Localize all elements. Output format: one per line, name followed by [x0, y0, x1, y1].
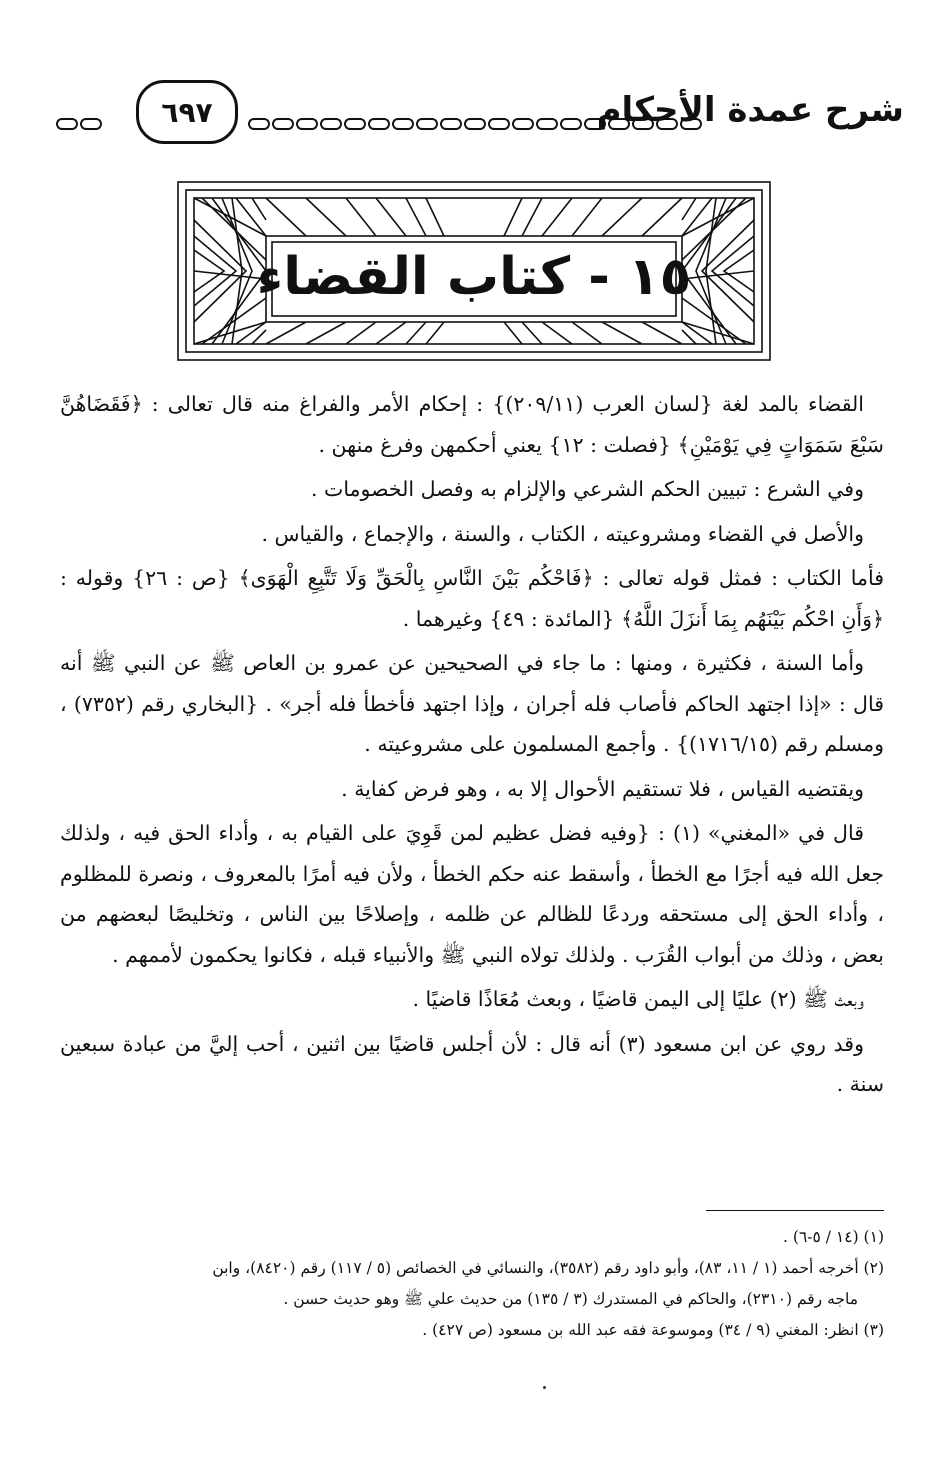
footnote-2: (٢) أخرجه أحمد (١ / ١١، ٨٣)، وأبو داود رقم (٣٥٨٢)، والنسائي في الخصائص (٥ / ١١٧) رقم (٨٤٢٠)، وابن [212, 1259, 884, 1277]
chapter-title: ١٥ - كتاب القضاء [256, 247, 692, 307]
paragraph: والأصل في القضاء ومشروعيته ، الكتاب ، والسنة ، والإجماع ، والقياس . [261, 521, 864, 546]
main-text [60, 384, 884, 1109]
stray-dot [543, 1386, 546, 1389]
footnote-3: (٣) انظر: المغني (٩ / ٣٤) وموسوعة فقه عبد الله بن مسعود (ص ٤٢٧) . [422, 1321, 884, 1339]
paragraph: قال في «المغني» (١) : {وفيه فضل عظيم لمن قَوِيَ على القيام به ، وأداء الحق فيه ، ولذلك جعل الله فيه أجرًا مع الخطأ ، وأسقط عنه حكم الخطأ ، ولأن فيه أمرًا بالمعروف ، ونصرة للمظلوم ، وأداء الحق إلى مستحقه وردعًا للظالم عن ظلمه ، وإصلاحًا بين الناس ، وتخليصًا لبعضهم من بعض ، وذلك من أبواب القُرَب . ولذلك تولاه النبي ﷺ والأنبياء قبله ، فكانوا يحكمون لأممهم . [60, 821, 884, 967]
paragraph: فأما الكتاب : فمثل قوله تعالى : ﴿فَاحْكُم بَيْنَ النَّاسِ بِالْحَقِّ وَلَا تَتَّبِعِ الْهَوَى﴾ {ص : ٢٦} وقوله : ﴿وَأَنِ احْكُم بَيْنَهُم بِمَا أَنزَلَ اللَّهُ﴾ {المائدة : ٤٩} وغيرهما . [60, 566, 884, 631]
paragraph: وفي الشرع : تبيين الحكم الشرعي والإلزام به وفصل الخصومات . [310, 477, 864, 501]
page-number: ٦٩٧ [136, 80, 238, 144]
footnote-divider [706, 1210, 884, 1211]
page-header [40, 78, 904, 152]
ornament-left [56, 118, 102, 130]
paragraph: ويقتضيه القياس ، فلا تستقيم الأحوال إلا به ، وهو فرض كفاية . [341, 776, 864, 801]
paragraph: القضاء بالمد لغة {لسان العرب (٢٠٩/١١)} : إحكام الأمر والفراغ منه قال تعالى : ﴿فَقَضَاهُنَّ سَبْعَ سَمَوَاتٍ فِي يَوْمَيْنِ﴾ {فصلت : ١٢} يعني أحكمهن وفرغ منهن . [60, 392, 884, 457]
paragraph: وبعث ﷺ (٢) عليًا إلى اليمن قاضيًا ، وبعث مُعَاذًا قاضيًا . [412, 987, 864, 1011]
footnote-1: (١) (١٤ / ٥-٦) . [783, 1228, 884, 1246]
paragraph: وقد روي عن ابن مسعود (٣) أنه قال : لأن أجلس قاضيًا بين اثنين ، أحب إليَّ من عبادة سبعين سنة . [60, 1031, 884, 1096]
footnote-2-continued: ماجه رقم (٢٣١٠)، والحاكم في المستدرك (٣ / ١٣٥) من حديث علي ﷺ وهو حديث حسن . [283, 1290, 858, 1308]
book-title: شرح عمدة الأحكام [596, 90, 904, 130]
paragraph: وأما السنة ، فكثيرة ، ومنها : ما جاء في الصحيحين عن عمرو بن العاص ﷺ عن النبي ﷺ أنه قال : «إذا اجتهد الحاكم فأصاب فله أجران ، وإذا اجتهد فأخطأ فله أجر» . {البخاري رقم (٧٣٥٢) ، ومسلم رقم (١٧١٦/١٥)} . وأجمع المسلمون على مشروعيته . [60, 651, 884, 756]
footnotes [56, 1222, 884, 1346]
